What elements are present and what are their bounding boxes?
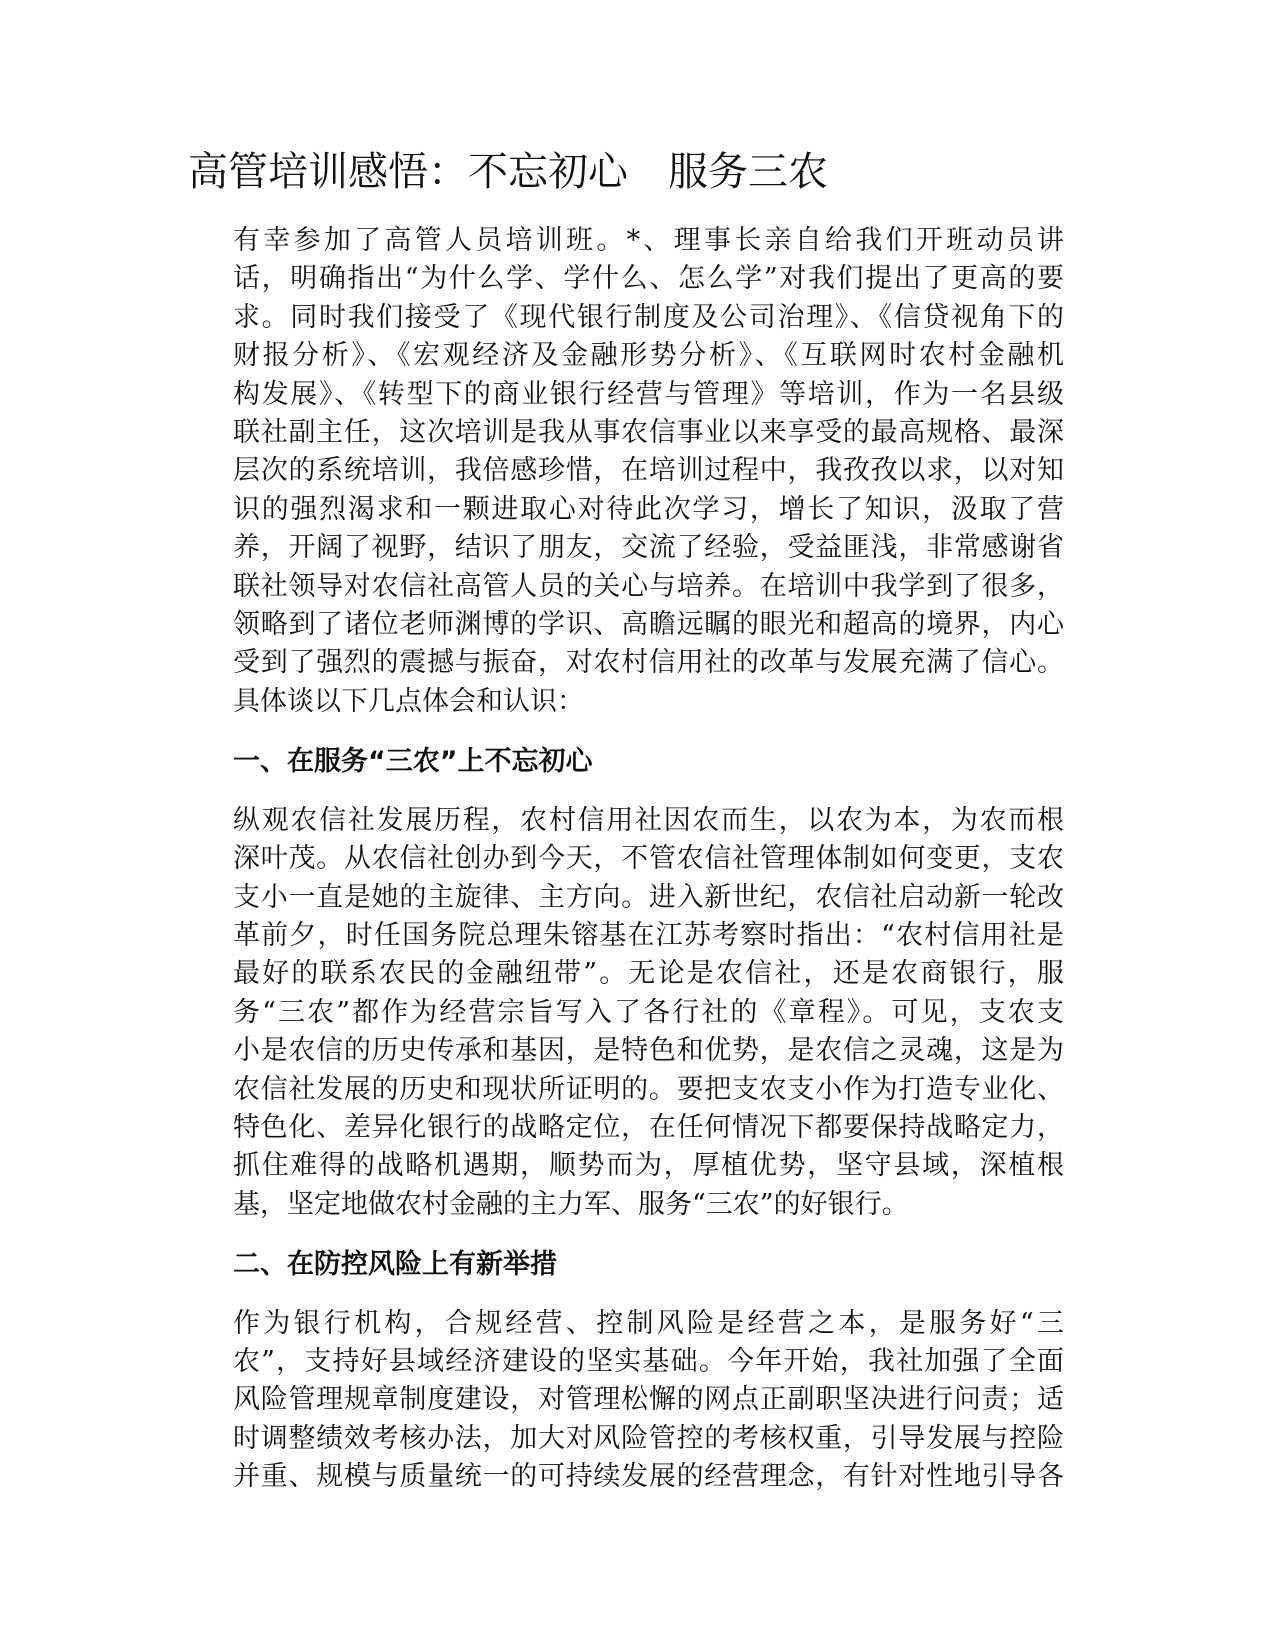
intro-line: 领略到了诸位老师渊博的学识、高瞻远瞩的眼光和超高的境界，内心 — [233, 609, 1064, 641]
section-2-heading: 二、在防控风险上有新举措 — [233, 1249, 557, 1281]
section-2-line: 风险管理规章制度建设，对管理松懈的网点正副职坚决进行问责；适 — [233, 1384, 1064, 1416]
intro-line: 具体谈以下几点体会和认识： — [233, 685, 584, 717]
section-1-line: 基，坚定地做农村金融的主力军、服务“三农”的好银行。 — [233, 1188, 909, 1220]
intro-line: 联社副主任，这次培训是我从事农信事业以来享受的最高规格、最深 — [233, 417, 1064, 449]
document-title: 高管培训感悟：不忘初心 服务三农 — [188, 149, 828, 195]
document-body — [188, 222, 1064, 1497]
intro-line: 财报分析》、《宏观经济及金融形势分析》、《互联网时农村金融机 — [233, 340, 1064, 372]
section-2-line: 作为银行机构，合规经营、控制风险是经营之本，是服务好“三 — [233, 1307, 1064, 1339]
section-1-line: 务“三农”都作为经营宗旨写入了各行社的《章程》。可见，支农支 — [233, 996, 1064, 1028]
section-1-line: 特色化、差异化银行的战略定位，在任何情况下都要保持战略定力， — [233, 1111, 1064, 1143]
section-1-line: 抓住难得的战略机遇期，顺势而为，厚植优势，坚守县域，深植根 — [233, 1150, 1064, 1182]
section-1-paragraph — [188, 802, 1064, 1224]
section-2-line: 时调整绩效考核办法，加大对风险管控的考核权重，引导发展与控险 — [233, 1422, 1064, 1454]
section-1-line: 支小一直是她的主旋律、主方向。进入新世纪，农信社启动新一轮改 — [233, 881, 1064, 913]
section-1-line: 纵观农信社发展历程，农村信用社因农而生，以农为本，为农而根 — [233, 804, 1064, 836]
section-1-line: 深叶茂。从农信社创办到今天，不管农信社管理体制如何变更，支农 — [233, 843, 1064, 875]
intro-line: 构发展》、《转型下的商业银行经营与管理》等培训，作为一名县级 — [233, 378, 1064, 410]
intro-line: 识的强烈渴求和一颗进取心对待此次学习，增长了知识，汲取了营 — [233, 493, 1064, 525]
intro-line: 养，开阔了视野，结识了朋友，交流了经验，受益匪浅，非常感谢省 — [233, 532, 1064, 564]
intro-line: 求。同时我们接受了《现代银行制度及公司治理》、《信贷视角下的 — [233, 301, 1064, 333]
intro-line: 有幸参加了高管人员培训班。*、理事长亲自给我们开班动员讲 — [233, 225, 1064, 256]
section-1-heading: 一、在服务“三农”上不忘初心 — [233, 746, 593, 778]
intro-line: 联社领导对农信社高管人员的关心与培养。在培训中我学到了很多， — [233, 570, 1064, 602]
section-2-paragraph — [188, 1305, 1064, 1497]
section-2-line: 农”，支持好县域经济建设的坚实基础。今年开始，我社加强了全面 — [233, 1345, 1064, 1377]
intro-line: 层次的系统培训，我倍感珍惜，在培训过程中，我孜孜以求，以对知 — [233, 455, 1064, 487]
intro-line: 话，明确指出“为什么学、学什么、怎么学”对我们提出了更高的要 — [233, 263, 1064, 295]
section-2-line: 并重、规模与质量统一的可持续发展的经营理念，有针对性地引导各 — [233, 1461, 1064, 1493]
intro-paragraph — [188, 222, 1064, 721]
section-1-line: 最好的联系农民的金融纽带”。无论是农信社，还是农商银行，服 — [233, 958, 1064, 990]
section-1-line: 革前夕，时任国务院总理朱镕基在江苏考察时指出：“农村信用社是 — [233, 919, 1064, 951]
section-1-line: 农信社发展的历史和现状所证明的。要把支农支小作为打造专业化、 — [233, 1073, 1064, 1105]
section-1-line: 小是农信的历史传承和基因，是特色和优势，是农信之灵魂，这是为 — [233, 1035, 1064, 1067]
intro-line: 受到了强烈的震撼与振奋，对农村信用社的改革与发展充满了信心。 — [233, 647, 1064, 679]
